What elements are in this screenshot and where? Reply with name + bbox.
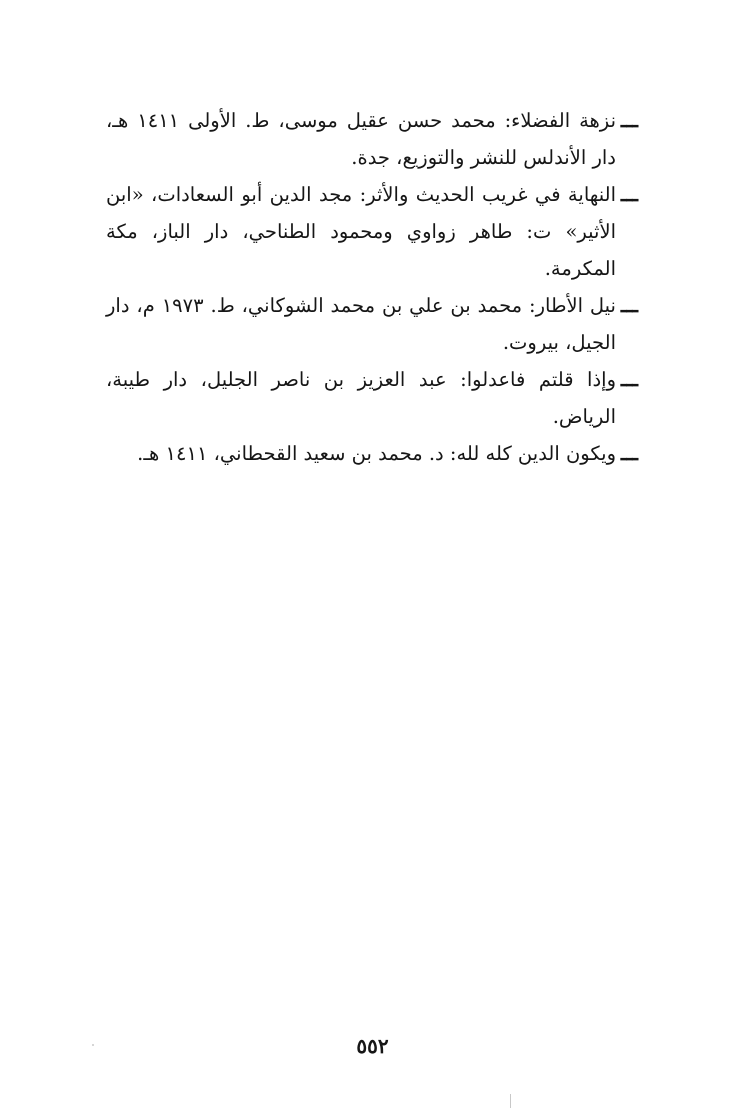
bibliography-entry — [106, 102, 638, 176]
bibliography-entry — [106, 435, 638, 472]
bibliography-entry — [106, 287, 638, 361]
scan-artifact-line — [510, 1094, 511, 1108]
entry-dash: ـــ — [620, 109, 638, 132]
entry-dash: ـــ — [620, 368, 638, 391]
bibliography-entry — [106, 361, 638, 435]
entry-text: ويكون الدين كله لله: د. محمد بن سعيد القحطاني، ١٤١١ هـ. — [137, 442, 616, 465]
entry-text: النهاية في غريب الحديث والأثر: مجد الدين أبو السعادات، «ابن الأثير» ت: طاهر زواوي ومحمود الطناحي، دار الباز، مكة المكرمة. — [106, 183, 616, 280]
page-number: ٥٥٢ — [356, 1034, 389, 1058]
entry-dash: ـــ — [620, 183, 638, 206]
entry-text: نزهة الفضلاء: محمد حسن عقيل موسى، ط. الأولى ١٤١١ هـ، دار الأندلس للنشر والتوزيع، جدة. — [106, 109, 616, 169]
entry-dash: ـــ — [620, 442, 638, 465]
entry-text: وإذا قلتم فاعدلوا: عبد العزيز بن ناصر الجليل، دار طيبة، الرياض. — [106, 368, 616, 428]
scan-artifact-dot — [92, 1044, 94, 1046]
bibliography-list — [106, 102, 638, 472]
bibliography-entry — [106, 176, 638, 287]
entry-text: نيل الأطار: محمد بن علي بن محمد الشوكاني، ط. ١٩٧٣ م، دار الجيل، بيروت. — [106, 294, 616, 354]
entry-dash: ـــ — [620, 294, 638, 317]
